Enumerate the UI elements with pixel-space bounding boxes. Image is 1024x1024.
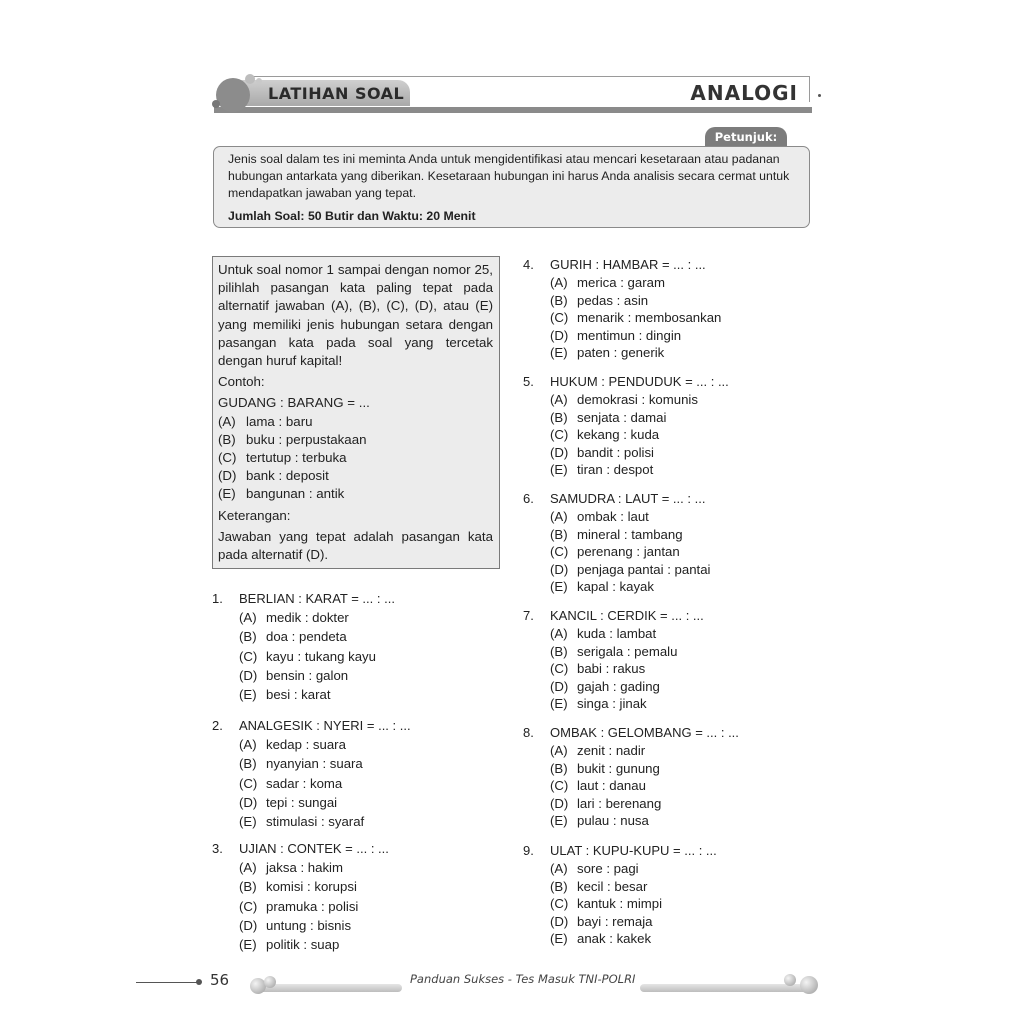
option-text: pramuka : polisi — [266, 898, 359, 914]
footer-decor-ball — [264, 976, 276, 988]
option-text: pedas : asin — [577, 292, 649, 308]
option-text: bukit : gunung — [577, 760, 660, 776]
answer-option — [523, 444, 813, 462]
question-stem — [212, 840, 502, 858]
header-decor-circle — [256, 78, 262, 84]
answer-option — [523, 913, 813, 931]
question-1 — [212, 590, 502, 704]
answer-option — [523, 309, 813, 327]
question-stem — [212, 717, 502, 735]
question-text: SAMUDRA : LAUT = ... : ... — [550, 491, 706, 506]
answer-option — [523, 643, 813, 661]
option-letter: (B) — [550, 526, 568, 542]
option-letter: (C) — [550, 661, 569, 677]
option-text: serigala : pemalu — [577, 643, 678, 659]
option-letter: (A) — [550, 861, 568, 876]
answer-option — [212, 897, 502, 916]
question-5 — [523, 373, 813, 479]
option-text: tepi : sungai — [266, 794, 338, 810]
option-letter: (A) — [239, 737, 257, 752]
option-letter: (D) — [550, 795, 569, 811]
answer-option — [523, 292, 813, 310]
option-text: kedap : suara — [266, 737, 346, 752]
answer-option — [212, 608, 502, 627]
option-letter: (E) — [550, 579, 568, 595]
question-stem — [523, 373, 813, 391]
question-stem — [523, 256, 813, 274]
answer-option — [212, 666, 502, 685]
option-letter: (B) — [550, 760, 568, 776]
example-stem: GUDANG : BARANG = ... — [218, 395, 370, 411]
option-text: senjata : damai — [577, 409, 667, 425]
option-letter: (C) — [218, 450, 237, 466]
answer-option — [523, 274, 813, 292]
option-letter: (C) — [239, 648, 258, 664]
example-ket-label: Keterangan: — [218, 507, 291, 523]
option-text: bandit : polisi — [577, 444, 654, 460]
option-text: sore : pagi — [577, 861, 639, 876]
question-stem — [523, 607, 813, 625]
answer-option — [523, 860, 813, 878]
option-text: untung : bisnis — [266, 917, 352, 933]
answer-option — [523, 344, 813, 362]
example-ket-text: Jawaban yang tepat adalah pasangan kata pada alternatif (D). — [218, 528, 493, 563]
option-text: kantuk : mimpi — [577, 896, 663, 912]
option-text: lari : berenang — [577, 795, 662, 811]
option-text: stimulasi : syaraf — [266, 814, 365, 830]
option-letter: (E) — [550, 813, 568, 829]
option-letter: (A) — [239, 610, 257, 625]
answer-option — [523, 561, 813, 579]
answer-option — [523, 812, 813, 830]
answer-option — [523, 930, 813, 948]
option-text: doa : pendeta — [266, 629, 347, 645]
question-text: OMBAK : GELOMBANG = ... : ... — [550, 725, 739, 740]
example-option — [218, 485, 493, 503]
question-3 — [212, 840, 502, 954]
option-text: bank : deposit — [246, 468, 329, 484]
option-text: lama : baru — [246, 413, 313, 429]
option-letter: (E) — [239, 814, 257, 830]
option-text: kekang : kuda — [577, 427, 660, 443]
option-letter: (A) — [239, 860, 257, 875]
option-letter: (E) — [550, 345, 568, 361]
example-options — [218, 413, 493, 504]
option-text: jaksa : hakim — [266, 860, 343, 875]
option-text: kuda : lambat — [577, 626, 657, 641]
option-text: kayu : tukang kayu — [266, 648, 376, 664]
option-letter: (C) — [550, 310, 569, 326]
answer-option — [523, 543, 813, 561]
option-letter: (E) — [550, 462, 568, 478]
answer-option — [212, 627, 502, 646]
answer-option — [212, 647, 502, 666]
header-decor-circle — [216, 78, 250, 112]
question-text: HUKUM : PENDUDUK = ... : ... — [550, 374, 729, 389]
option-text: kapal : kayak — [577, 579, 654, 595]
answer-option — [212, 916, 502, 935]
answer-option — [523, 426, 813, 444]
header-right-rule — [809, 76, 810, 102]
instructions-text: Jenis soal dalam tes ini meminta Anda untuk mengidentifikasi atau mencari kesetaraan atau padanan hubungan antarkata yang diberikan. Kesetaraan hubungan ini harus Anda analisis secara cermat untuk mendapatkan jawaban yang tepat. — [228, 152, 790, 200]
option-text: mentimun : dingin — [577, 327, 682, 343]
question-number: 5. — [523, 374, 534, 389]
option-letter: (A) — [550, 275, 568, 290]
instructions-box — [213, 146, 810, 228]
answer-option — [523, 695, 813, 713]
question-text: GURIH : HAMBAR = ... : ... — [550, 257, 706, 272]
example-option — [218, 467, 493, 485]
option-letter: (B) — [550, 292, 568, 308]
answer-option — [523, 327, 813, 345]
option-letter: (E) — [239, 937, 257, 953]
question-stem — [212, 590, 502, 608]
option-text: singa : jinak — [577, 696, 647, 712]
option-text: bayi : remaja — [577, 913, 653, 929]
option-text: medik : dokter — [266, 610, 349, 625]
option-text: bangunan : antik — [246, 486, 345, 502]
option-letter: (E) — [550, 931, 568, 947]
answer-option — [523, 660, 813, 678]
example-option — [218, 413, 493, 431]
example-contoh-label: Contoh: — [218, 374, 265, 390]
header-top-rule — [250, 76, 810, 77]
question-number: 4. — [523, 257, 534, 272]
question-text: BERLIAN : KARAT = ... : ... — [239, 591, 395, 606]
answer-option — [212, 774, 502, 793]
option-letter: (B) — [218, 431, 236, 447]
footer-decor-ball — [784, 974, 796, 986]
header-decor-circle — [245, 74, 255, 84]
option-letter: (B) — [239, 756, 257, 772]
answer-option — [212, 735, 502, 754]
section-label: LATIHAN SOAL — [268, 84, 405, 103]
option-text: perenang : jantan — [577, 544, 680, 560]
answer-option — [523, 461, 813, 479]
footer-dot — [196, 979, 202, 985]
option-letter: (C) — [550, 778, 569, 794]
example-option — [218, 449, 493, 467]
option-letter: (B) — [550, 643, 568, 659]
option-text: menarik : membosankan — [577, 310, 722, 326]
question-text: ULAT : KUPU-KUPU = ... : ... — [550, 843, 717, 858]
instructions-badge: Petunjuk: — [705, 127, 787, 147]
option-letter: (D) — [239, 667, 258, 683]
option-letter: (B) — [550, 409, 568, 425]
answer-option — [523, 878, 813, 896]
answer-option — [523, 625, 813, 643]
option-letter: (C) — [550, 896, 569, 912]
answer-option — [523, 578, 813, 596]
page-number: 56 — [210, 971, 230, 989]
option-text: pulau : nusa — [577, 813, 649, 829]
answer-option — [523, 508, 813, 526]
answer-option — [212, 858, 502, 877]
question-number: 9. — [523, 843, 534, 858]
question-7 — [523, 607, 813, 713]
option-text: komisi : korupsi — [266, 879, 357, 895]
option-text: zenit : nadir — [577, 743, 646, 758]
option-letter: (B) — [239, 629, 257, 645]
footer-decor-band-right — [640, 984, 810, 992]
footer-rule — [136, 982, 198, 983]
example-box — [212, 256, 500, 569]
answer-option — [523, 742, 813, 760]
option-text: sadar : koma — [266, 775, 343, 791]
answer-option — [523, 777, 813, 795]
answer-option — [523, 409, 813, 427]
option-text: paten : generik — [577, 345, 665, 361]
option-text: bensin : galon — [266, 667, 349, 683]
option-text: mineral : tambang — [577, 526, 683, 542]
option-text: penjaga pantai : pantai — [577, 561, 711, 577]
option-letter: (D) — [239, 917, 258, 933]
option-letter: (E) — [239, 687, 257, 703]
answer-option — [523, 678, 813, 696]
question-8 — [523, 724, 813, 830]
option-text: tertutup : terbuka — [246, 450, 347, 466]
option-letter: (A) — [550, 392, 568, 407]
question-stem — [523, 724, 813, 742]
question-stem — [523, 490, 813, 508]
option-letter: (D) — [550, 913, 569, 929]
option-letter: (D) — [239, 794, 258, 810]
option-letter: (B) — [550, 878, 568, 894]
option-letter: (A) — [550, 626, 568, 641]
option-letter: (D) — [550, 561, 569, 577]
option-text: gajah : gading — [577, 678, 660, 694]
answer-option — [523, 895, 813, 913]
question-number: 8. — [523, 725, 534, 740]
answer-option — [212, 754, 502, 773]
question-number: 3. — [212, 841, 223, 856]
header-dot — [818, 94, 821, 97]
question-number: 6. — [523, 491, 534, 506]
header-decor-circle — [212, 100, 220, 108]
answer-option — [523, 760, 813, 778]
option-text: merica : garam — [577, 275, 665, 290]
example-option — [218, 431, 493, 449]
option-text: besi : karat — [266, 687, 331, 703]
option-text: babi : rakus — [577, 661, 646, 677]
question-4 — [523, 256, 813, 362]
option-letter: (C) — [239, 775, 258, 791]
answer-option — [523, 526, 813, 544]
option-text: demokrasi : komunis — [577, 392, 698, 407]
question-stem — [523, 842, 813, 860]
option-text: politik : suap — [266, 937, 340, 953]
question-2 — [212, 717, 502, 831]
header-bottom-rule — [214, 107, 812, 113]
option-letter: (D) — [550, 678, 569, 694]
option-letter: (C) — [550, 427, 569, 443]
answer-option — [523, 795, 813, 813]
answer-option — [212, 793, 502, 812]
page-title: ANALOGI — [690, 81, 798, 105]
answer-option — [212, 685, 502, 704]
question-6 — [523, 490, 813, 596]
option-letter: (E) — [550, 696, 568, 712]
option-text: tiran : despot — [577, 462, 654, 478]
answer-option — [212, 812, 502, 831]
option-text: laut : danau — [577, 778, 646, 794]
question-9 — [523, 842, 813, 948]
option-letter: (D) — [218, 468, 237, 484]
option-letter: (C) — [239, 898, 258, 914]
option-text: anak : kakek — [577, 931, 652, 947]
option-text: kecil : besar — [577, 878, 648, 894]
option-letter: (D) — [550, 327, 569, 343]
option-text: buku : perpustakaan — [246, 431, 367, 447]
answer-option — [523, 391, 813, 409]
option-text: nyanyian : suara — [266, 756, 363, 772]
question-number: 7. — [523, 608, 534, 623]
option-letter: (E) — [218, 486, 236, 502]
example-intro: Untuk soal nomor 1 sampai dengan nomor 25, pilihlah pasangan kata paling tepat pada alternatif jawaban (A), (B), (C), (D), atau (E) yang memiliki jenis hubungan setara dengan pasangan kata pada soal yang tercetak dengan huruf kapital! — [218, 262, 493, 369]
option-letter: (A) — [550, 743, 568, 758]
option-letter: (A) — [218, 413, 236, 429]
option-letter: (C) — [550, 544, 569, 560]
option-letter: (A) — [550, 509, 568, 524]
footer-decor-ball — [800, 976, 818, 994]
option-letter: (B) — [239, 879, 257, 895]
answer-option — [212, 877, 502, 896]
book-title: Panduan Sukses - Tes Masuk TNI-POLRI — [410, 972, 636, 986]
question-text: ANALGESIK : NYERI = ... : ... — [239, 718, 411, 733]
question-text: KANCIL : CERDIK = ... : ... — [550, 608, 704, 623]
instructions-total: Jumlah Soal: 50 Butir dan Waktu: 20 Menit — [228, 209, 476, 223]
answer-option — [212, 935, 502, 954]
option-text: ombak : laut — [577, 509, 649, 524]
option-letter: (D) — [550, 444, 569, 460]
question-number: 1. — [212, 591, 223, 606]
question-text: UJIAN : CONTEK = ... : ... — [239, 841, 389, 856]
question-number: 2. — [212, 718, 223, 733]
